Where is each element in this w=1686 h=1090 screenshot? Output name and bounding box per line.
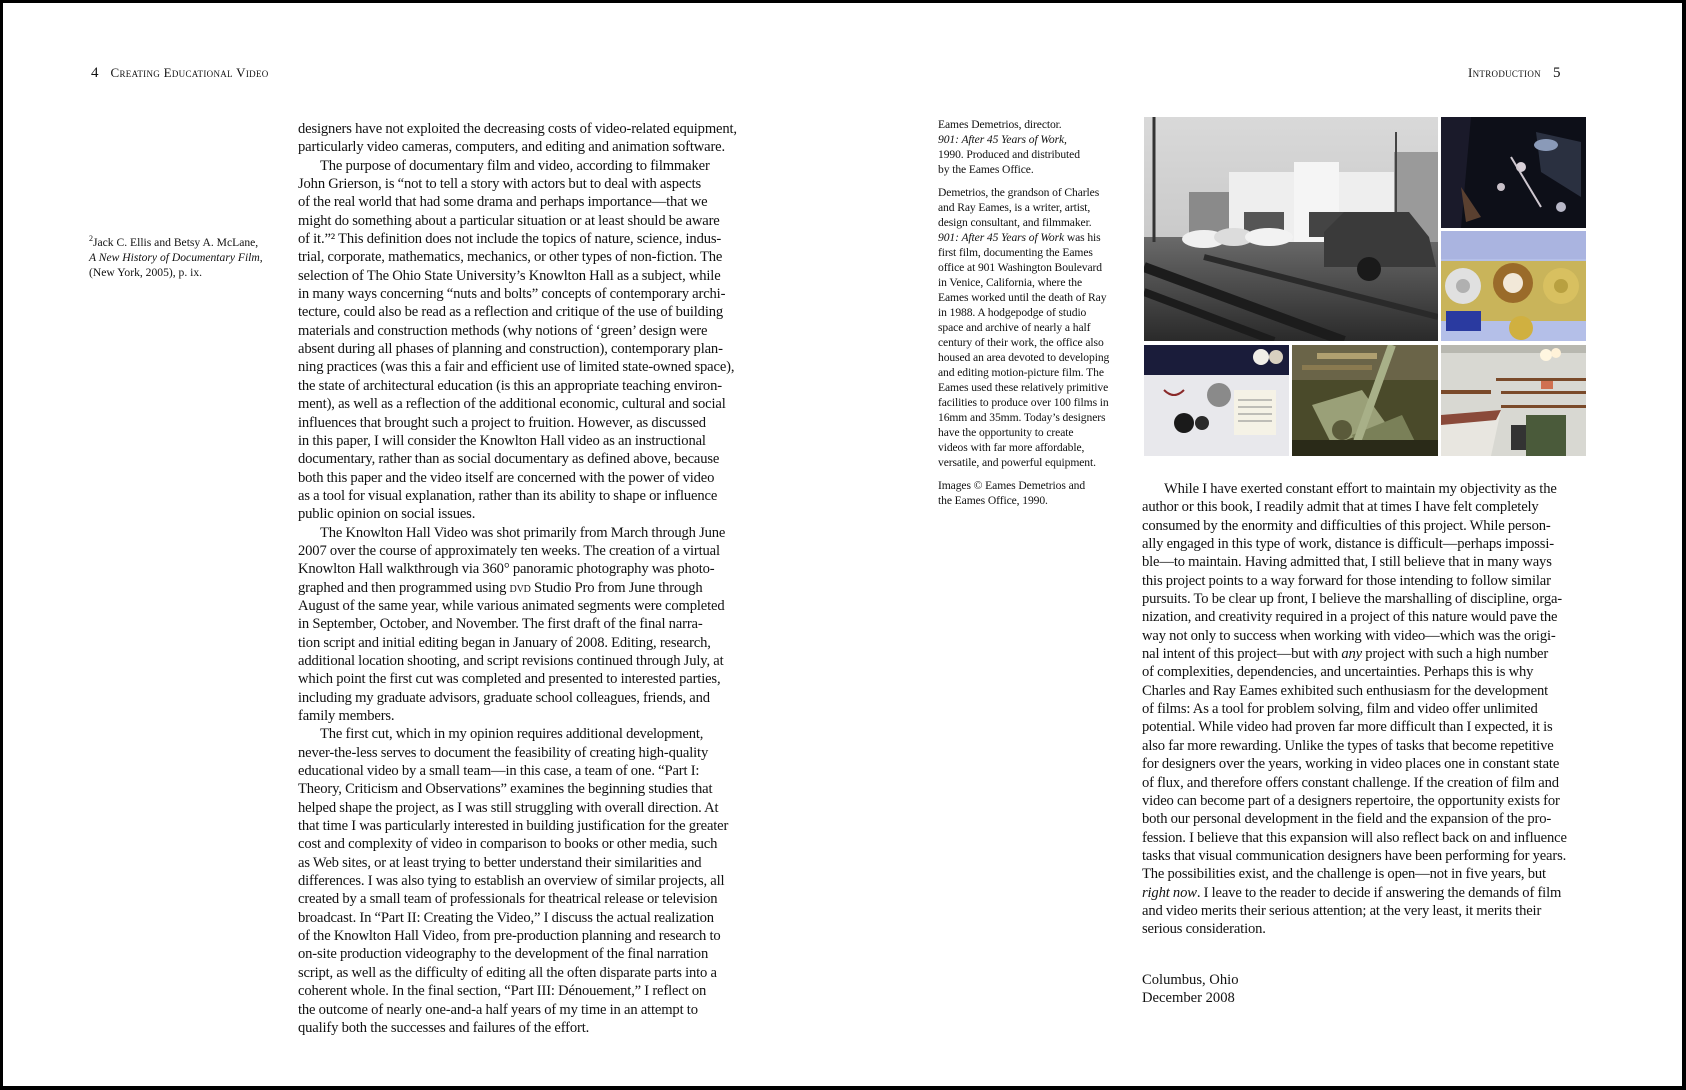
- text-line: While I have exerted constant effort to maintain my objectivity as the: [1164, 481, 1557, 497]
- text-line: public opinion on social issues.: [298, 506, 476, 523]
- caption-line: in 1988. A hodgepodge of studio: [938, 306, 1087, 319]
- text-line: The purpose of documentary film and video, according to filmmaker: [320, 157, 710, 174]
- text-line: tion script and initial editing began in January of 2008. Editing, research,: [298, 634, 711, 651]
- signoff: [1142, 971, 1239, 1007]
- text-line: educational video by a small team—in this case, a team of one. “Part I:: [298, 763, 700, 780]
- footnote: [89, 231, 289, 280]
- left-page-header: [91, 65, 269, 81]
- text-line: in many ways concerning “nuts and bolts” concepts of contemporary archi-: [298, 286, 726, 303]
- signoff-place: Columbus, Ohio: [1142, 972, 1239, 988]
- text-line: additional location shooting, and script revisions continued through July, at: [298, 652, 724, 669]
- text-line: absent during all phases of planning and construction), contemporary plan-: [298, 341, 723, 358]
- text-line: tasks that visual communication designers have been performing for years.: [1142, 847, 1567, 864]
- text-line: serious consideration.: [1142, 921, 1266, 938]
- text-line: including my graduate advisors, graduate school colleagues, friends, and: [298, 689, 710, 706]
- text-line: broadcast. In “Part II: Creating the Video,” I discuss the actual realization: [298, 909, 714, 926]
- text-line: The first cut, which in my opinion requires additional development,: [320, 726, 704, 743]
- text-line: also far more rewarding. Unlike the types of tasks that become repetitive: [1142, 737, 1554, 754]
- text-line: helped shape the project, as I was still struggling with overall direction. At: [298, 799, 719, 816]
- text-line: in this paper, I will consider the Knowlton Hall video as an instructional: [298, 432, 706, 449]
- caption-line: 16mm and 35mm. Today’s designers: [938, 411, 1106, 424]
- caption-line: and Ray Eames, is a writer, artist,: [938, 201, 1091, 214]
- text-line: documentary, rather than as social documentary as defined above, because: [298, 451, 720, 468]
- right-page-header: [1468, 65, 1560, 81]
- text-line: fession. I believe that this expansion will also reflect back on and influence: [1142, 829, 1567, 846]
- text-line: as Web sites, or at least trying to better understand their similarities and: [298, 854, 702, 871]
- text-line: John Grierson, is “not to tell a story with actors but to deal with aspects: [298, 176, 702, 193]
- caption-description: [938, 185, 1138, 470]
- caption-line: Demetrios, the grandson of Charles: [938, 186, 1100, 199]
- caption-line: and editing motion-picture film. The: [938, 366, 1104, 379]
- left-body-text: [298, 120, 758, 1037]
- caption-line: videos with far more affordable,: [938, 441, 1085, 454]
- text-line: script, as well as the difficulty of editing all the often disparate parts into a: [298, 964, 717, 981]
- text-line: tecture, could also be read as a reflection and critique of the use of building: [298, 304, 724, 321]
- caption-line: in Venice, California, where the: [938, 276, 1083, 289]
- film-reel-sprockets-photo: [1441, 231, 1586, 341]
- text-line: ning practices (was this a fair and efficient use of limited state-owned space),: [298, 359, 735, 376]
- text-line: Charles and Ray Eames exhibited such enthusiasm for the development: [1142, 682, 1548, 699]
- text-line: consumed by the enormity and difficulties of this project. While person-: [1142, 517, 1551, 534]
- text-line: ally engaged in this type of work, distance is difficult—perhaps impossi-: [1142, 536, 1554, 553]
- text-line: 2007 over the course of approximately ten weeks. The creation of a virtual: [298, 542, 720, 559]
- text-line: qualify both the successes and failures of the effort.: [298, 1019, 590, 1036]
- text-line: of it.”² This definition does not include the topics of nature, science, indus-: [298, 231, 722, 248]
- text-line: graphed and then programmed using dvd Studio Pro from June through: [298, 579, 703, 596]
- text-line: and video merits their serious attention; at the very least, it merits their: [1142, 902, 1542, 919]
- book-spread: [3, 3, 1682, 1086]
- text-line: created by a small team of professionals for theatrical release or television: [298, 891, 718, 908]
- editing-machine-panel-photo: [1144, 345, 1289, 456]
- text-line: of complexities, dependencies, and uncertainties. Perhaps this is why: [1142, 664, 1534, 681]
- text-line: in September, October, and November. The first draft of the final narra-: [298, 616, 703, 633]
- caption-line: housed an area devoted to developing: [938, 351, 1110, 364]
- signoff-date: December 2008: [1142, 990, 1235, 1006]
- caption-copyright: Images © Eames Demetrios and the Eames Office, 1990.: [938, 479, 1086, 507]
- text-line: The Knowlton Hall Video was shot primarily from March through June: [320, 524, 726, 541]
- text-line: for designers over the years, working in video places one in constant state: [1142, 756, 1560, 773]
- text-line: the outcome of nearly one-and-a half years of my time in an attempt to: [298, 1001, 698, 1018]
- text-line: Knowlton Hall walkthrough via 360° panoramic photography was photo-: [298, 561, 715, 578]
- text-line: particularly video cameras, computers, and editing and animation software.: [298, 139, 725, 156]
- text-line: coherent whole. In the final section, “Part III: Dénouement,” I reflect on: [298, 983, 707, 1000]
- right-body-text: [1142, 480, 1602, 939]
- running-head-right: Introduction: [1468, 65, 1541, 80]
- text-line: August of the same year, while various animated segments were completed: [298, 597, 725, 614]
- caption-line: 901: After 45 Years of Work was his: [938, 231, 1101, 244]
- text-line: way not only to success when working with video—which was the origi-: [1142, 627, 1556, 644]
- page-number-left: 4: [91, 65, 99, 81]
- text-line: designers have not exploited the decreasing costs of video-related equipment,: [298, 121, 737, 137]
- text-line: pursuits. To be clear up front, I believe the marshalling of discipline, orga-: [1142, 591, 1563, 608]
- text-line: differences. I was also tying to establish an overview of similar projects, all: [298, 873, 725, 890]
- text-line: influences that brought such a project to fruition. However, as discussed: [298, 414, 706, 431]
- text-line: that time I was particularly interested in building justification for the greater: [298, 818, 729, 835]
- text-line: Theory, Criticism and Observations” examines the beginning studies that: [298, 781, 713, 798]
- text-line: both this paper and the video itself are concerned with the power of video: [298, 469, 715, 486]
- darkroom-lab-photo: [1441, 345, 1586, 456]
- footnote-publication: (New York, 2005), p. ix.: [89, 265, 203, 279]
- text-line: nal intent of this project—but with any project with such a high number: [1142, 646, 1549, 663]
- text-line: of the real world that had some drama and perhaps importance—that we: [298, 194, 708, 211]
- text-line: nization, and creativity required in a project of this nature would pave the: [1142, 609, 1558, 626]
- footnote-authors: Jack C. Ellis and Betsy A. McLane,: [93, 235, 259, 249]
- cluttered-workshop-photo: [1292, 345, 1438, 456]
- caption-line: design consultant, and filmmaker.: [938, 216, 1092, 229]
- text-line: as a tool for visual explanation, rather than its ability to shape or influence: [298, 487, 718, 504]
- caption-line: have the opportunity to create: [938, 426, 1074, 439]
- text-line: might do something about a particular situation or at least should be aware: [298, 212, 720, 229]
- street-scene-photo: [1144, 117, 1438, 341]
- caption-line: Eames used these relatively primitive: [938, 381, 1109, 394]
- text-line: of flux, and therefore offers constant challenge. If the creation of film and: [1142, 774, 1559, 791]
- caption-line: first film, documenting the Eames: [938, 246, 1093, 259]
- text-line: right now. I leave to the reader to decide if answering the demands of film: [1142, 884, 1562, 901]
- page-number-right: 5: [1552, 65, 1561, 81]
- text-line: trial, corporate, mathematics, mechanics, or other types of non-fiction. The: [298, 249, 723, 266]
- caption-line: Eames worked until the death of Ray: [938, 291, 1107, 304]
- text-line: The possibilities exist, and the challenge is open—not in five years, but: [1142, 866, 1546, 883]
- text-line: never-the-less serves to document the feasibility of creating high-quality: [298, 744, 709, 761]
- text-line: ment), as well as a reflection of the additional economic, cultural and social: [298, 396, 726, 413]
- caption-line: century of their work, the office also: [938, 336, 1104, 349]
- camera-machinery-photo: [1441, 117, 1586, 228]
- text-line: family members.: [298, 708, 395, 724]
- text-line: of films: As a tool for problem solving, film and video offer unlimited: [1142, 701, 1538, 718]
- text-line: potential. While video had proven far more difficult than I expected, it is: [1142, 719, 1553, 736]
- text-line: author or this book, I readily admit that at times I have felt completely: [1142, 499, 1539, 516]
- caption-line: versatile, and powerful equipment.: [938, 456, 1096, 469]
- caption-line: office at 901 Washington Boulevard: [938, 261, 1102, 274]
- text-line: of the Knowlton Hall Video, from pre-production planning and research to: [298, 928, 721, 945]
- text-line: materials and construction methods (why notions of ‘green’ design were: [298, 322, 708, 339]
- caption-line: space and archive of nearly a half: [938, 321, 1091, 334]
- caption-line: facilities to produce over 100 films in: [938, 396, 1109, 409]
- text-line: selection of The Ohio State University’s Knowlton Hall as a subject, while: [298, 267, 721, 284]
- text-line: the state of architectural education (is this an appropriate teaching environ-: [298, 377, 722, 394]
- text-line: which point the first cut was completed and presented to interested parties,: [298, 671, 721, 688]
- text-line: cost and complexity of video in comparison to books or other media, such: [298, 836, 718, 853]
- text-line: ble—to maintain. Having admitted that, I still believe that in many ways: [1142, 554, 1552, 571]
- caption-credit: Eames Demetrios, director. 901: After 45 Years of Work, 1990. Produced and distributed by the Eames Office.: [938, 118, 1080, 176]
- footnote-title: A New History of Documentary Film,: [89, 250, 263, 264]
- text-line: this project points to a way forward for those intending to follow similar: [1142, 572, 1551, 589]
- image-caption: [938, 117, 1138, 516]
- running-head-left: Creating Educational Video: [110, 65, 269, 80]
- text-line: both our personal development in the field and the expansion of the pro-: [1142, 811, 1552, 828]
- text-line: video can become part of a designers repertoire, the opportunity exists for: [1142, 792, 1560, 809]
- footnote-marker: 2: [89, 234, 93, 243]
- text-line: on-site production videography to the development of the final narration: [298, 946, 709, 963]
